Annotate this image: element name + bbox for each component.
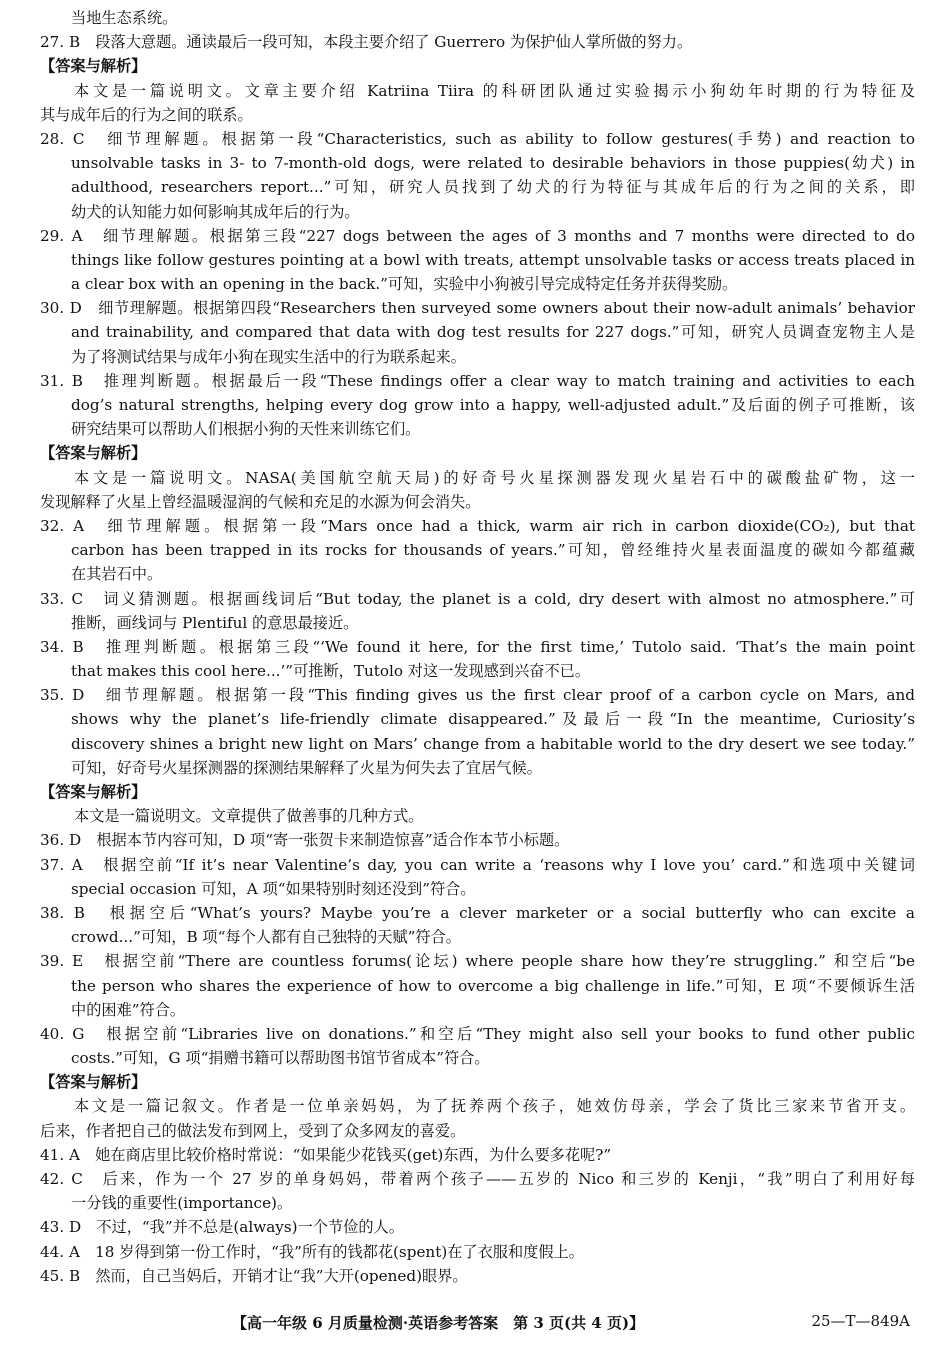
- answer-item: 35. D 细节理解题。根据第一段“This finding gives us the first clear proof of a carbon cycle on Mars, and: [40, 686, 915, 705]
- section-heading: 【答案与解析】: [40, 1073, 147, 1092]
- text-line: the person who shares the experience of how to overcome a big challenge in life.”可知，E 项“不要倾诉生活: [71, 976, 915, 995]
- text-line: 一分钱的重要性(importance)。: [71, 1194, 293, 1213]
- answer-item: 44. A 18 岁得到第一份工作时，“我”所有的钱都花(spent)在了衣服和度假上。: [40, 1242, 584, 1261]
- answer-item: 27. B 段落大意题。通读最后一段可知，本段主要介绍了 Guerrero 为保护仙人掌所做的努力。: [40, 33, 693, 52]
- text-line: costs.”可知，G 项“捐赠书籍可以帮助图书馆节省成本”符合。: [71, 1049, 490, 1068]
- answer-item: 45. B 然而，自己当妈后，开销才让“我”大开(opened)眼界。: [40, 1266, 468, 1285]
- text-line: 中的困难”符合。: [71, 1000, 186, 1019]
- answer-item: 42. C 后来，作为一个 27 岁的单身妈妈，带着两个孩子——五岁的 Nico 和三岁的 Kenji，“我”明白了利用好每: [40, 1170, 915, 1188]
- answer-item: 29. A 细节理解题。根据第三段“227 dogs between the ages of 3 months and 7 months were directed to do: [40, 226, 915, 245]
- text-line: 为了将测试结果与成年小狗在现实生活中的行为联系起来。: [71, 347, 466, 366]
- text-line: 可知，好奇号火星探测器的探测结果解释了火星为何失去了宜居气候。: [71, 758, 542, 777]
- text-line: discovery shines a bright new light on Mars’ change from a habitable world to the dry desert we see today.”: [71, 734, 915, 753]
- text-line: 幼犬的认知能力如何影响其成年后的行为。: [71, 202, 360, 221]
- text-line: unsolvable tasks in 3- to 7-month-old dogs, were related to desirable behaviors in those puppies(幼犬) in: [71, 154, 915, 173]
- section-heading: 【答案与解析】: [40, 57, 147, 76]
- answer-item: 36. D 根据本节内容可知，D 项“寄一张贺卡来制造惊喜”适合作本节小标题。: [40, 831, 570, 850]
- passage-summary: 后来，作者把自己的做法发布到网上，受到了众多网友的喜爱。: [40, 1121, 466, 1140]
- text-line: crowd...”可知，B 项“每个人都有自己独特的天赋”符合。: [71, 928, 461, 947]
- text-line: that makes this cool here...’”可推断，Tutolo 对这一发现感到兴奋不已。: [71, 662, 591, 681]
- answer-item: 38. B 根据空后“What’s yours? Maybe you’re a clever marketer or a social butterfly who can excite a: [40, 903, 915, 922]
- answer-item: 34. B 推理判断题。根据第三段“‘We found it here, for the first time,’ Tutolo said. ‘That’s the main point: [40, 637, 915, 656]
- passage-summary: 本文是一篇说明文。NASA(美国航空航天局)的好奇号火星探测器发现火星岩石中的碳酸盐矿物，这一: [74, 468, 915, 487]
- text-line: 推断，画线词与 Plentiful 的意思最接近。: [71, 613, 359, 632]
- answer-item: 30. D 细节理解题。根据第四段“Researchers then surveyed some owners about their now-adult animals’ behavior: [40, 299, 915, 318]
- section-heading: 【答案与解析】: [40, 783, 147, 801]
- text-line: and trainability, and compared that data with dog test results for 227 dogs.”可知，研究人员调查宠物主人是: [71, 323, 915, 342]
- text-line: shows why the planet’s life-friendly climate disappeared.”及最后一段“In the meantime, Curiosity’s: [71, 710, 915, 729]
- answer-item: 28. C 细节理解题。根据第一段“Characteristics, such as ability to follow gestures(手势) and reaction to: [40, 129, 915, 148]
- page-footer: [0, 1312, 950, 1342]
- passage-summary: 其与成年后的行为之间的联系。: [40, 105, 253, 124]
- passage-summary: 发现解释了火星上曾经温暖湿润的气候和充足的水源为何会消失。: [40, 492, 481, 511]
- passage-summary: 本文是一篇说明文。文章主要介绍 Katriina Tiira 的科研团队通过实验揭示小狗幼年时期的行为特征及: [74, 81, 915, 100]
- answer-item: 39. E 根据空前“There are countless forums(论坛) where people share how they’re struggling.” 和空后“be: [40, 952, 915, 971]
- answer-item: 31. B 推理判断题。根据最后一段“These findings offer a clear way to match training and activities to each: [40, 371, 915, 390]
- answer-item: 33. C 词义猜测题。根据画线词后“But today, the planet is a cold, dry desert with almost no atmosphere.”可: [40, 589, 915, 608]
- section-heading: 【答案与解析】: [40, 444, 147, 463]
- text-line: 当地生态系统。: [71, 9, 178, 27]
- text-line: dog’s natural strengths, helping every dog grow into a happy, well-adjusted adult.”及后面的例子可推断，该: [71, 396, 915, 414]
- answer-item: 40. G 根据空前“Libraries live on donations.”和空后“They might also sell your books to fund other public: [40, 1024, 915, 1043]
- text-line: things like follow gestures pointing at a bowl with treats, attempt unsolvable tasks or access treats placed in: [71, 250, 915, 269]
- text-line: carbon has been trapped in its rocks for thousands of years.”可知，曾经维持火星表面温度的碳如今都蕴藏: [71, 541, 915, 560]
- text-line: a clear box with an opening in the back.”可知，实验中小狗被引导完成特定任务并获得奖励。: [71, 275, 738, 294]
- text-line: adulthood, researchers report...”可知，研究人员找到了幼犬的行为特征与其成年后的行为之间的关系，即: [71, 178, 915, 197]
- answer-item: 32. A 细节理解题。根据第一段“Mars once had a thick, warm air rich in carbon dioxide(CO₂), but that: [40, 516, 915, 535]
- text-line: 研究结果可以帮助人们根据小狗的天性来训练它们。: [71, 420, 421, 439]
- text-line: 在其岩石中。: [71, 565, 163, 584]
- text-line: special occasion 可知，A 项“如果特别时刻还没到”符合。: [71, 879, 476, 898]
- answer-item: 41. A 她在商店里比较价格时常说：“如果能少花钱买(get)东西，为什么要多花呢?”: [40, 1145, 612, 1164]
- footer-title: 【高一年级 6 月质量检测·英语参考答案 第 3 页(共 4 页)】: [232, 1314, 645, 1332]
- answer-item: 43. D 不过，“我”并不总是(always)一个节俭的人。: [40, 1218, 404, 1237]
- answer-item: 37. A 根据空前“If it’s near Valentine’s day, you can write a ‘reasons why I love you’ card.”和选项中关键词: [40, 855, 915, 874]
- page-content: [40, 6, 915, 1288]
- passage-summary: 本文是一篇说明文。文章提供了做善事的几种方式。: [74, 807, 424, 826]
- passage-summary: 本文是一篇记叙文。作者是一位单亲妈妈，为了抚养两个孩子，她效仿母亲，学会了货比三家来节省开支。: [74, 1097, 915, 1116]
- document-code: 25—T—849A: [811, 1312, 910, 1330]
